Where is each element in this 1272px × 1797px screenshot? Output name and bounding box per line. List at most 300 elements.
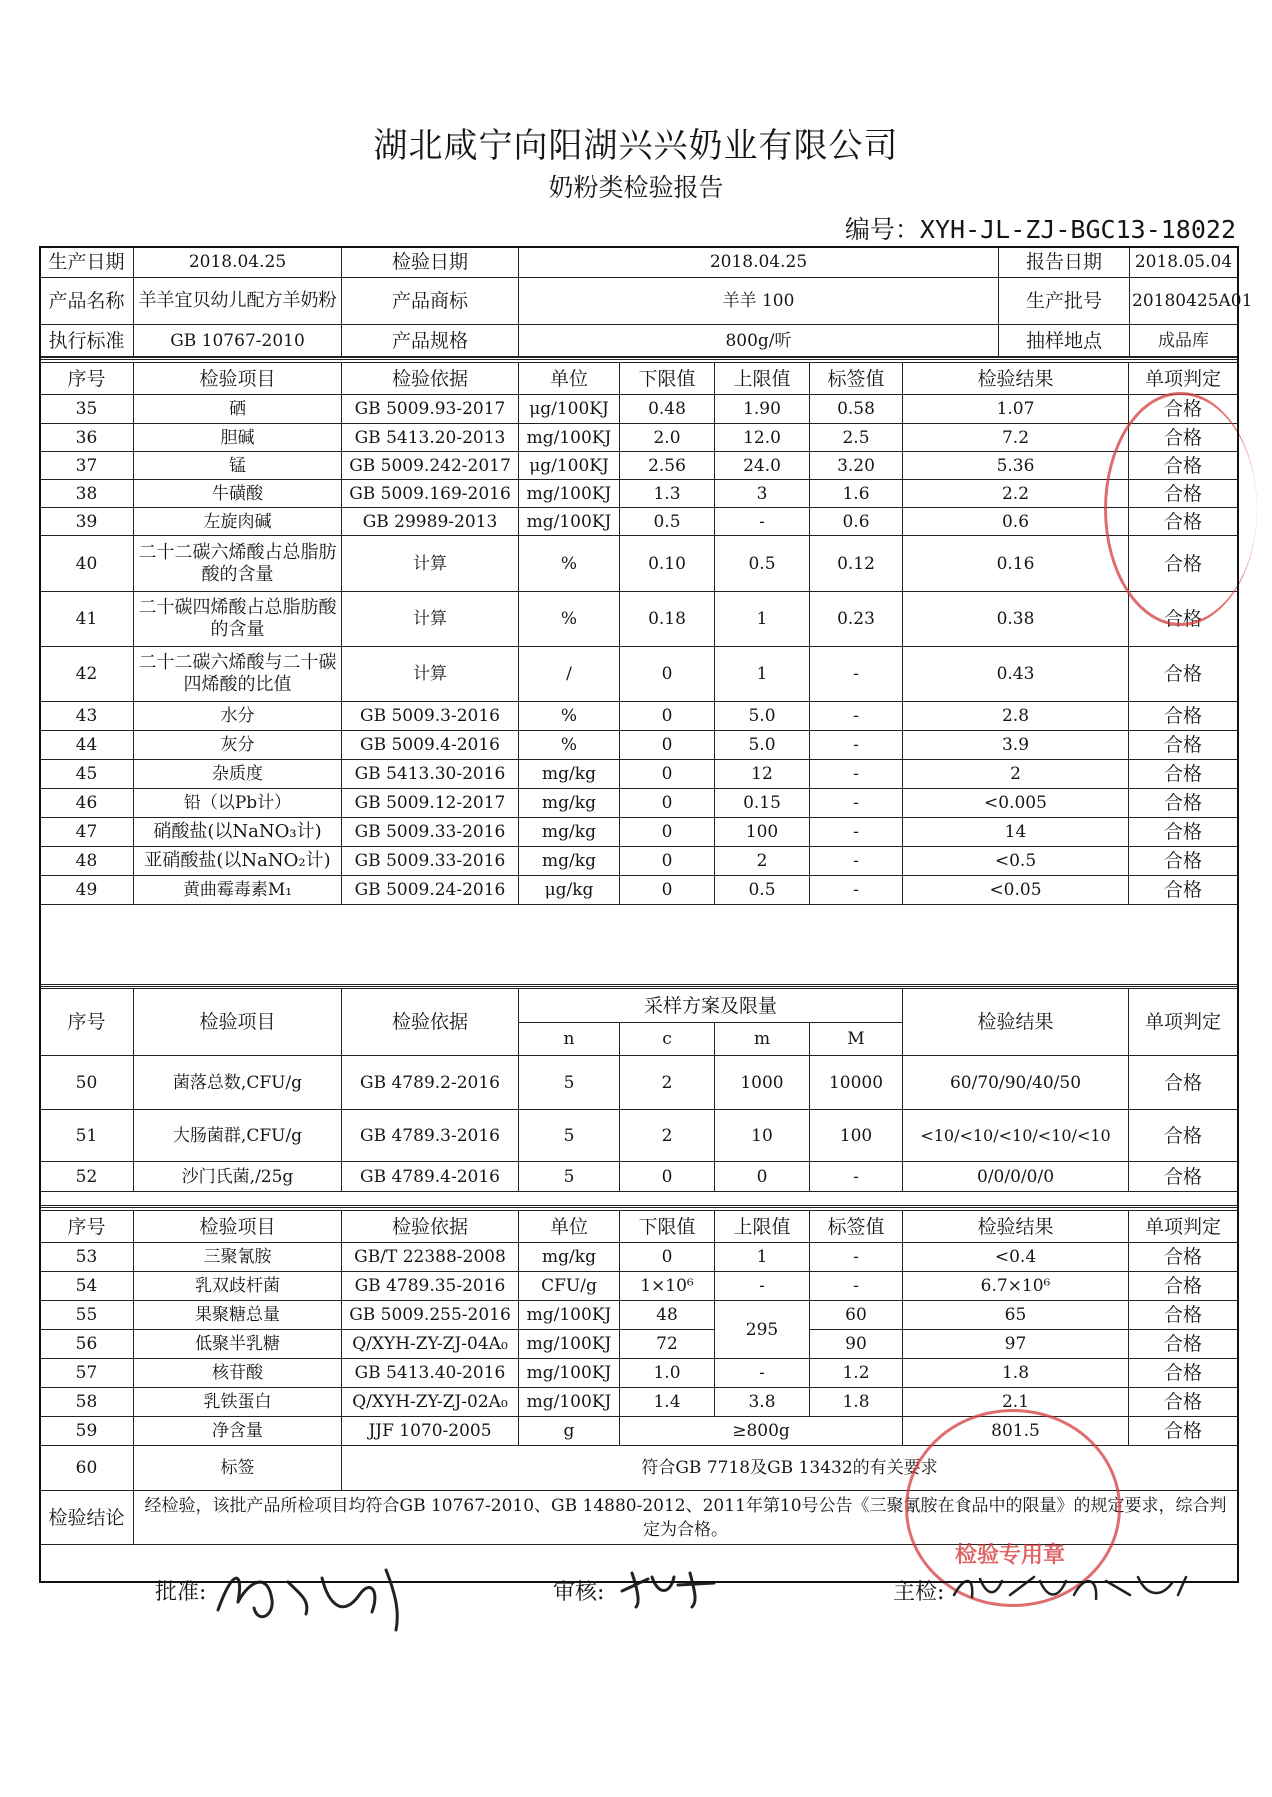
row-no: 52: [40, 1162, 134, 1192]
row-result: 801.5: [903, 1417, 1129, 1446]
table-row: [40, 1446, 1238, 1491]
row-no: 41: [40, 592, 134, 647]
row-unit: mg/100KJ: [519, 1301, 620, 1330]
col-header: 检验结果: [903, 363, 1129, 395]
row-upper: 100: [715, 818, 810, 847]
table-row: [40, 424, 1238, 452]
info-label: 产品商标: [342, 278, 519, 325]
row-upper: -: [715, 1359, 810, 1388]
row-result: 97: [903, 1330, 1129, 1359]
row-no: 35: [40, 395, 134, 424]
reviewer-signature: [618, 1565, 718, 1610]
row-item: 乳双歧杆菌: [134, 1272, 342, 1301]
row-unit: %: [519, 702, 620, 731]
row-n: 5: [519, 1056, 620, 1110]
row-no: 50: [40, 1056, 134, 1110]
row-result: <0.5: [903, 847, 1129, 876]
row-item: 二十二碳六烯酸与二十碳四烯酸的比值: [134, 647, 342, 702]
approve-label: 批准:: [155, 1580, 207, 1605]
row-no: 46: [40, 789, 134, 818]
row-no: 47: [40, 818, 134, 847]
row-item: 硝酸盐(以NaNO₃计): [134, 818, 342, 847]
row-basis: GB 5009.93-2017: [342, 395, 519, 424]
row-no: 44: [40, 731, 134, 760]
row-unit: g: [519, 1417, 620, 1446]
row-upper: 0.5: [715, 536, 810, 592]
row-M: 100: [810, 1110, 903, 1162]
inspector-label: 主检:: [893, 1580, 945, 1605]
row-judgement: 合格: [1129, 1162, 1238, 1192]
row-upper: -: [715, 508, 810, 536]
row-basis: 计算: [342, 536, 519, 592]
info-table: [39, 246, 1253, 357]
row-no: 51: [40, 1110, 134, 1162]
row-unit: CFU/g: [519, 1272, 620, 1301]
col-header: n: [519, 1023, 620, 1056]
row-result: 0/0/0/0/0: [903, 1162, 1129, 1192]
col-header: 序号: [40, 363, 134, 395]
test-rows-a: [40, 395, 1238, 905]
table-row: [40, 480, 1238, 508]
row-judgement: 合格: [1129, 1110, 1238, 1162]
col-header: 检验项目: [134, 989, 342, 1056]
row-unit: /: [519, 647, 620, 702]
row-result: 60/70/90/40/50: [903, 1056, 1129, 1110]
row-unit: mg/kg: [519, 847, 620, 876]
row-item: 菌落总数,CFU/g: [134, 1056, 342, 1110]
row-result: 2.1: [903, 1388, 1129, 1417]
row-result: <0.4: [903, 1243, 1129, 1272]
row-no: 59: [40, 1417, 134, 1446]
separator: [39, 984, 1237, 987]
row-lower: 0: [620, 760, 715, 789]
row-unit: mg/100KJ: [519, 1388, 620, 1417]
info-value: 2018.04.25: [134, 247, 342, 278]
col-header: 序号: [40, 1211, 134, 1243]
row-lower: 2.0: [620, 424, 715, 452]
row-result: 3.9: [903, 731, 1129, 760]
col-header: 序号: [40, 989, 134, 1056]
col-header: 检验结果: [903, 989, 1129, 1056]
row-judgement: 合格: [1129, 536, 1238, 592]
row-judgement: 合格: [1129, 1330, 1238, 1359]
row-label-value: 0.23: [810, 592, 903, 647]
row-basis: Q/XYH-ZY-ZJ-04A₀: [342, 1330, 519, 1359]
col-header: 单位: [519, 1211, 620, 1243]
col-header: 采样方案及限量: [519, 989, 903, 1023]
row-judgement: 合格: [1129, 452, 1238, 480]
test-rows-c: [40, 1243, 1238, 1491]
row-item: 黄曲霉毒素M₁: [134, 876, 342, 905]
row-lower: 0: [620, 818, 715, 847]
row-item: 低聚半乳糖: [134, 1330, 342, 1359]
row-m: 10: [715, 1110, 810, 1162]
col-header: 上限值: [715, 363, 810, 395]
table-row: [40, 395, 1238, 424]
row-lower: 1.4: [620, 1388, 715, 1417]
row-result: 65: [903, 1301, 1129, 1330]
row-basis: GB 5009.3-2016: [342, 702, 519, 731]
row-judgement: 合格: [1129, 647, 1238, 702]
col-header: 标签值: [810, 363, 903, 395]
col-header: m: [715, 1023, 810, 1056]
row-c: 0: [620, 1162, 715, 1192]
col-header: 检验项目: [134, 1211, 342, 1243]
table-row: [40, 508, 1238, 536]
row-result: 2: [903, 760, 1129, 789]
info-value: 20180425A01: [1130, 278, 1238, 325]
row-judgement: 合格: [1129, 876, 1238, 905]
row-unit: %: [519, 592, 620, 647]
table-row: [40, 1388, 1238, 1417]
row-upper: 0.5: [715, 876, 810, 905]
row-unit: mg/100KJ: [519, 424, 620, 452]
info-label: 产品规格: [342, 325, 519, 357]
table-row: [40, 647, 1238, 702]
conclusion-label: 检验结论: [40, 1491, 134, 1545]
row-judgement: 合格: [1129, 592, 1238, 647]
table-row: [40, 1330, 1238, 1359]
row-label-value: 2.5: [810, 424, 903, 452]
row-judgement: 合格: [1129, 731, 1238, 760]
row-result: <0.05: [903, 876, 1129, 905]
row-label-value: 0.58: [810, 395, 903, 424]
col-header: 单项判定: [1129, 989, 1238, 1056]
row-upper: 1: [715, 1243, 810, 1272]
col-header: 检验依据: [342, 1211, 519, 1243]
row-item: 果聚糖总量: [134, 1301, 342, 1330]
row-M: 10000: [810, 1056, 903, 1110]
row-item: 灰分: [134, 731, 342, 760]
row-judgement: 合格: [1129, 1388, 1238, 1417]
test-table-a: [39, 362, 1238, 905]
row-basis: JJF 1070-2005: [342, 1417, 519, 1446]
report-number-label: 编号：: [844, 215, 920, 244]
row-M: -: [810, 1162, 903, 1192]
row-item: 三聚氰胺: [134, 1243, 342, 1272]
row-lower: 1.3: [620, 480, 715, 508]
table-row: [40, 536, 1238, 592]
row-result: 7.2: [903, 424, 1129, 452]
table-row: [40, 1301, 1238, 1330]
row-upper: 0.15: [715, 789, 810, 818]
table-row: [40, 731, 1238, 760]
row-no: 40: [40, 536, 134, 592]
row-judgement: 合格: [1129, 789, 1238, 818]
info-value: 2018.05.04: [1130, 247, 1238, 278]
row-lower: 0: [620, 702, 715, 731]
row-judgement: 合格: [1129, 1301, 1238, 1330]
row-result: <10/<10/<10/<10/<10: [903, 1110, 1129, 1162]
col-header: 单项判定: [1129, 1211, 1238, 1243]
row-basis: GB/T 22388-2008: [342, 1243, 519, 1272]
row-unit: μg/100KJ: [519, 452, 620, 480]
row-limit: ≥800g: [620, 1417, 903, 1446]
row-no: 58: [40, 1388, 134, 1417]
separator: [39, 357, 1237, 360]
col-header: M: [810, 1023, 903, 1056]
report-number: [845, 210, 1236, 246]
row-item: 沙门氏菌,/25g: [134, 1162, 342, 1192]
row-item: 牛磺酸: [134, 480, 342, 508]
conclusion-text: 经检验，该批产品所检项目均符合GB 10767-2010、GB 14880-2012、2011年第10号公告《三聚氰胺在食品中的限量》的规定要求，综合判定为合格。: [134, 1491, 1238, 1545]
table-row: [40, 1162, 1238, 1192]
row-unit: %: [519, 536, 620, 592]
row-m: 1000: [715, 1056, 810, 1110]
row-result: 2.2: [903, 480, 1129, 508]
row-label-value: -: [810, 731, 903, 760]
table-row: [40, 760, 1238, 789]
info-value: 800g/听: [519, 325, 999, 357]
row-no: 49: [40, 876, 134, 905]
info-value: GB 10767-2010: [134, 325, 342, 357]
report-number-value: XYH-JL-ZJ-BGC13-18022: [919, 215, 1236, 244]
info-value: 成品库: [1130, 325, 1238, 357]
row-basis: GB 5009.255-2016: [342, 1301, 519, 1330]
row-lower: 48: [620, 1301, 715, 1330]
row-lower: 0: [620, 731, 715, 760]
col-header: 标签值: [810, 1211, 903, 1243]
table-row: [40, 1243, 1238, 1272]
row-judgement: 合格: [1129, 395, 1238, 424]
table-row: [40, 1272, 1238, 1301]
row-basis: Q/XYH-ZY-ZJ-02A₀: [342, 1388, 519, 1417]
row-label-value: -: [810, 760, 903, 789]
row-unit: mg/kg: [519, 1243, 620, 1272]
row-judgement: 合格: [1129, 1056, 1238, 1110]
row-lower: 0.18: [620, 592, 715, 647]
row-basis: GB 5009.169-2016: [342, 480, 519, 508]
col-header: 检验项目: [134, 363, 342, 395]
table-row: [40, 818, 1238, 847]
info-label: 报告日期: [999, 247, 1130, 278]
row-unit: mg/kg: [519, 818, 620, 847]
row-judgement: 合格: [1129, 508, 1238, 536]
row-no: 48: [40, 847, 134, 876]
info-value: 2018.04.25: [519, 247, 999, 278]
company-name: 湖北咸宁向阳湖兴兴奶业有限公司: [373, 126, 899, 166]
row-judgement: 合格: [1129, 847, 1238, 876]
row-c: 2: [620, 1056, 715, 1110]
row-basis: GB 5009.242-2017: [342, 452, 519, 480]
info-label: 生产批号: [999, 278, 1130, 325]
table-row: [40, 1056, 1238, 1110]
row-basis: GB 5413.30-2016: [342, 760, 519, 789]
info-label: 检验日期: [342, 247, 519, 278]
info-value: 羊羊 100: [519, 278, 999, 325]
row-unit: mg/100KJ: [519, 480, 620, 508]
row-merged-requirement: 符合GB 7718及GB 13432的有关要求: [342, 1446, 1238, 1491]
row-lower: 72: [620, 1330, 715, 1359]
row-item: 亚硝酸盐(以NaNO₂计): [134, 847, 342, 876]
row-unit: mg/100KJ: [519, 508, 620, 536]
row-result: 0.16: [903, 536, 1129, 592]
row-label-value: 60: [810, 1301, 903, 1330]
row-label-value: -: [810, 847, 903, 876]
row-no: 42: [40, 647, 134, 702]
row-lower: 0: [620, 847, 715, 876]
row-lower: 1.0: [620, 1359, 715, 1388]
row-item: 净含量: [134, 1417, 342, 1446]
row-result: 6.7×10⁶: [903, 1272, 1129, 1301]
separator: [39, 1205, 1237, 1208]
row-result: 14: [903, 818, 1129, 847]
row-judgement: 合格: [1129, 424, 1238, 452]
row-result: 0.6: [903, 508, 1129, 536]
row-no: 38: [40, 480, 134, 508]
test-table-c: [39, 1210, 1238, 1545]
row-basis: GB 5413.40-2016: [342, 1359, 519, 1388]
row-upper: -: [715, 1272, 810, 1301]
row-result: 0.43: [903, 647, 1129, 702]
row-upper: 1.90: [715, 395, 810, 424]
row-lower: 2.56: [620, 452, 715, 480]
row-item: 杂质度: [134, 760, 342, 789]
row-lower: 0: [620, 1243, 715, 1272]
row-judgement: 合格: [1129, 480, 1238, 508]
row-unit: mg/kg: [519, 760, 620, 789]
table-row: [40, 847, 1238, 876]
row-m: 0: [715, 1162, 810, 1192]
row-no: 60: [40, 1446, 134, 1491]
row-lower: 0: [620, 876, 715, 905]
col-header: 单项判定: [1129, 363, 1238, 395]
row-n: 5: [519, 1162, 620, 1192]
row-label-value: 1.8: [810, 1388, 903, 1417]
row-item: 铅（以Pb计）: [134, 789, 342, 818]
row-judgement: 合格: [1129, 1272, 1238, 1301]
info-value: 羊羊宜贝幼儿配方羊奶粉: [134, 278, 342, 325]
info-label: 产品名称: [40, 278, 134, 325]
row-unit: μg/kg: [519, 876, 620, 905]
col-header: 下限值: [620, 363, 715, 395]
row-no: 53: [40, 1243, 134, 1272]
row-no: 39: [40, 508, 134, 536]
review-label: 审核:: [553, 1580, 605, 1605]
row-lower: 0: [620, 647, 715, 702]
row-basis: GB 5009.12-2017: [342, 789, 519, 818]
row-lower: 0.48: [620, 395, 715, 424]
row-unit: %: [519, 731, 620, 760]
row-label-value: 1.6: [810, 480, 903, 508]
col-header: 下限值: [620, 1211, 715, 1243]
row-label-value: -: [810, 647, 903, 702]
row-result: 2.8: [903, 702, 1129, 731]
row-no: 55: [40, 1301, 134, 1330]
row-item: 锰: [134, 452, 342, 480]
inspector-signature: [950, 1565, 1190, 1610]
row-result: 1.07: [903, 395, 1129, 424]
row-upper: 12: [715, 760, 810, 789]
row-judgement: 合格: [1129, 702, 1238, 731]
row-basis: GB 5009.24-2016: [342, 876, 519, 905]
row-basis: GB 4789.4-2016: [342, 1162, 519, 1192]
row-label-value: 0.12: [810, 536, 903, 592]
table-row: [40, 1417, 1238, 1446]
row-label-value: -: [810, 818, 903, 847]
row-basis: 计算: [342, 647, 519, 702]
row-upper: 24.0: [715, 452, 810, 480]
col-header: 上限值: [715, 1211, 810, 1243]
row-no: 43: [40, 702, 134, 731]
row-upper: 5.0: [715, 702, 810, 731]
row-result: <0.005: [903, 789, 1129, 818]
row-no: 56: [40, 1330, 134, 1359]
row-upper: 3.8: [715, 1388, 810, 1417]
row-lower: 0.10: [620, 536, 715, 592]
row-item: 水分: [134, 702, 342, 731]
row-unit: μg/100KJ: [519, 395, 620, 424]
row-label-value: 1.2: [810, 1359, 903, 1388]
row-basis: GB 5009.33-2016: [342, 818, 519, 847]
micro-table: [39, 988, 1238, 1192]
row-item: 胆碱: [134, 424, 342, 452]
row-basis: GB 5009.4-2016: [342, 731, 519, 760]
table-row: [40, 702, 1238, 731]
col-header: 检验依据: [342, 363, 519, 395]
row-item: 核苷酸: [134, 1359, 342, 1388]
row-unit: mg/kg: [519, 789, 620, 818]
row-label-value: 0.6: [810, 508, 903, 536]
row-judgement: 合格: [1129, 1417, 1238, 1446]
row-label-value: 3.20: [810, 452, 903, 480]
row-result: 0.38: [903, 592, 1129, 647]
row-item: 二十二碳六烯酸占总脂肪酸的含量: [134, 536, 342, 592]
row-c: 2: [620, 1110, 715, 1162]
col-header: c: [620, 1023, 715, 1056]
row-label-value: -: [810, 789, 903, 818]
row-upper: 1: [715, 592, 810, 647]
info-label: 执行标准: [40, 325, 134, 357]
info-label: 抽样地点: [999, 325, 1130, 357]
row-basis: 计算: [342, 592, 519, 647]
row-basis: GB 4789.2-2016: [342, 1056, 519, 1110]
row-unit: mg/100KJ: [519, 1330, 620, 1359]
row-basis: GB 29989-2013: [342, 508, 519, 536]
row-upper: 2: [715, 847, 810, 876]
table-row: [40, 876, 1238, 905]
row-basis: GB 5413.20-2013: [342, 424, 519, 452]
row-item: 硒: [134, 395, 342, 424]
row-label-value: -: [810, 1243, 903, 1272]
row-judgement: 合格: [1129, 760, 1238, 789]
row-n: 5: [519, 1110, 620, 1162]
row-no: 54: [40, 1272, 134, 1301]
row-upper: 1: [715, 647, 810, 702]
row-no: 37: [40, 452, 134, 480]
row-upper: 12.0: [715, 424, 810, 452]
approver-signature: [210, 1560, 420, 1635]
row-basis: GB 4789.35-2016: [342, 1272, 519, 1301]
row-lower: 0.5: [620, 508, 715, 536]
row-unit: mg/100KJ: [519, 1359, 620, 1388]
row-no: 45: [40, 760, 134, 789]
row-no: 57: [40, 1359, 134, 1388]
row-label-value: 90: [810, 1330, 903, 1359]
row-item: 左旋肉碱: [134, 508, 342, 536]
row-basis: GB 5009.33-2016: [342, 847, 519, 876]
table-row: [40, 1110, 1238, 1162]
row-judgement: 合格: [1129, 1359, 1238, 1388]
col-header: 单位: [519, 363, 620, 395]
col-header: 检验依据: [342, 989, 519, 1056]
micro-rows: [40, 1056, 1238, 1192]
row-item: 二十碳四烯酸占总脂肪酸的含量: [134, 592, 342, 647]
row-upper: 3: [715, 480, 810, 508]
row-result: 5.36: [903, 452, 1129, 480]
table-row: [40, 789, 1238, 818]
row-result: 1.8: [903, 1359, 1129, 1388]
